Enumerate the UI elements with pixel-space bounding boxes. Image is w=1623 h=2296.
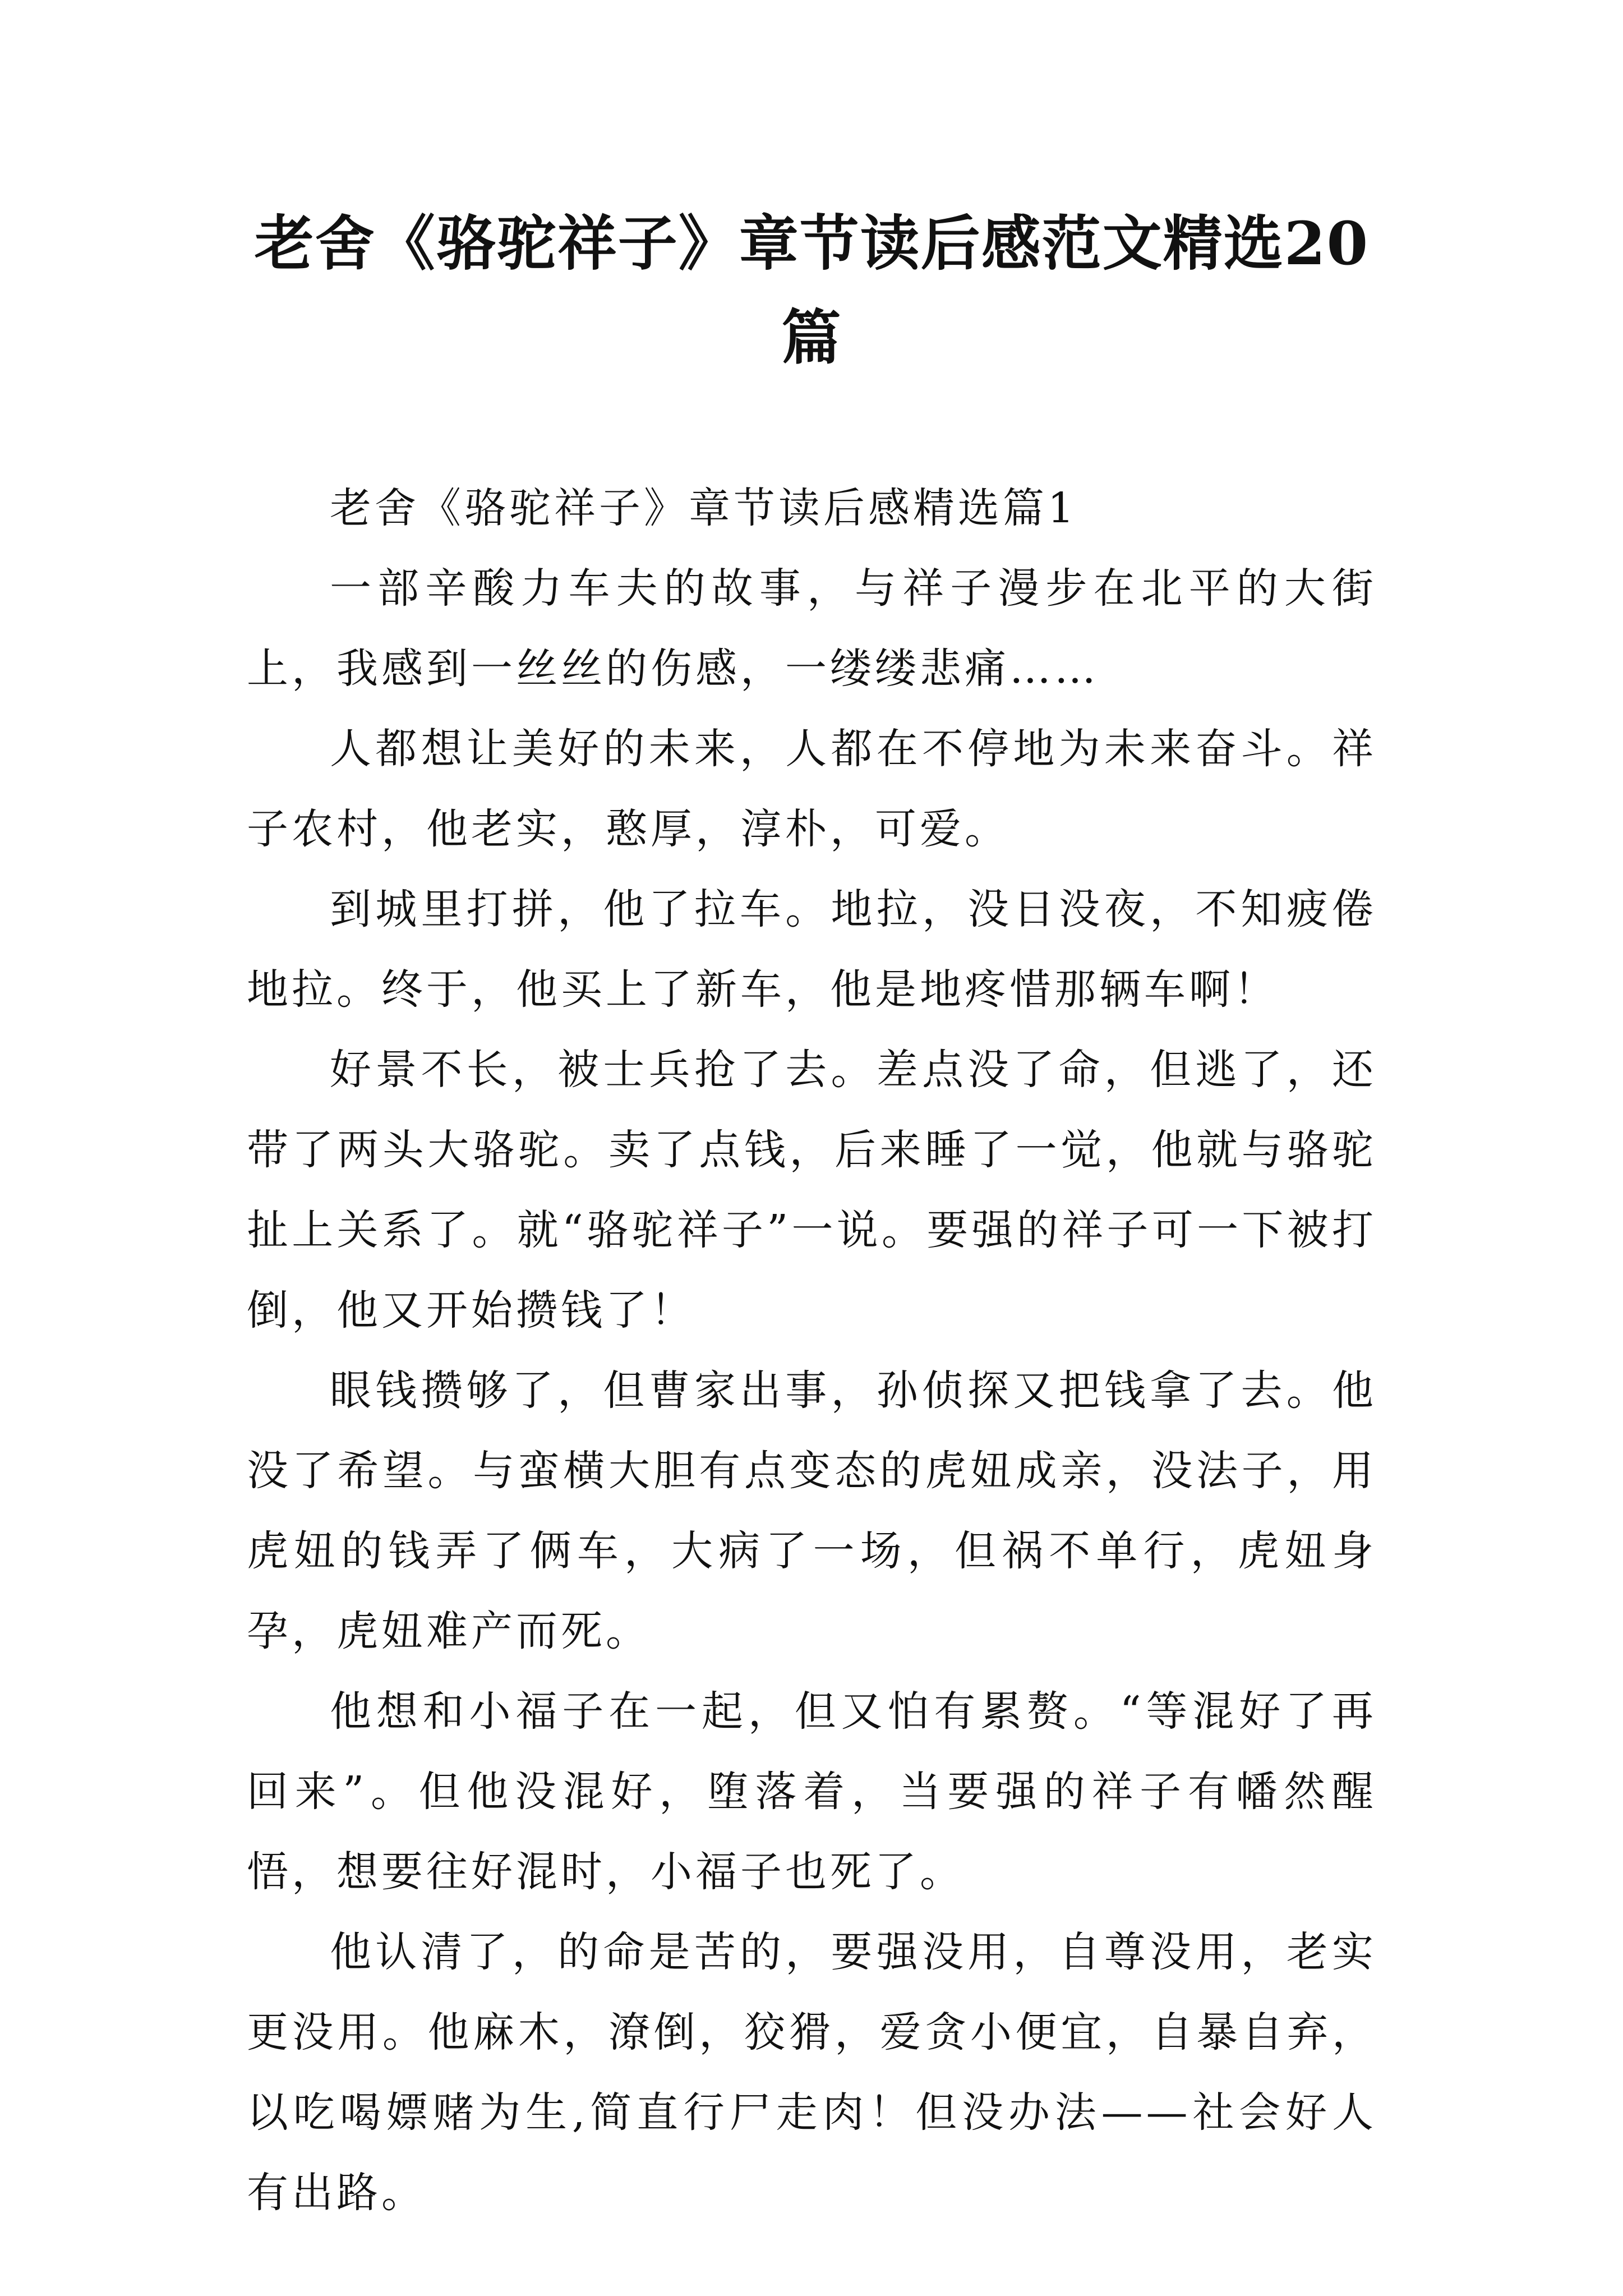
paragraph: 他想和小福子在一起，但又怕有累赘。“等混好了再回来”。但他没混好，堕落着，当要强的祥子有幡然醒悟，想要往好混时，小福子也死了。 [247,1687,1377,1896]
paragraph: 到城里打拼，他了拉车。地拉，没日没夜，不知疲倦地拉。终于，他买上了新车，他是地疼惜那辆车啊！ [247,885,1377,1014]
paragraph: 他认清了，的命是苦的，要强没用，自尊没用，老实更没用。他麻木，潦倒，狡猾，爱贪小便宜，自暴自弃，以吃喝嫖赌为生,简直行尸走肉！但没办法——社会好人有出路。 [247,1928,1377,2217]
document-title: 老舍《骆驼祥子》章节读后感范文精选20篇 [254,208,1370,372]
document-body [247,468,1377,2233]
paragraph: 好景不长，被士兵抢了去。差点没了命，但逃了，还带了两头大骆驼。卖了点钱，后来睡了一觉，他就与骆驼扯上关系了。就“骆驼祥子”一说。要强的祥子可一下被打倒，他又开始攒钱了！ [247,1046,1377,1335]
paragraph: 人都想让美好的未来，人都在不停地为未来奋斗。祥子农村，他老实，憨厚，淳朴，可爱。 [247,725,1377,853]
paragraph: 一部辛酸力车夫的故事，与祥子漫步在北平的大街上，我感到一丝丝的伤感，一缕缕悲痛…… [247,564,1377,693]
section-heading: 老舍《骆驼祥子》章节读后感精选篇1 [330,484,1078,532]
paragraph: 眼钱攒够了，但曹家出事，孙侦探又把钱拿了去。他没了希望。与蛮横大胆有点变态的虎妞成亲，没法子，用虎妞的钱弄了俩车，大病了一场，但祸不单行，虎妞身孕，虎妞难产而死。 [247,1366,1377,1655]
